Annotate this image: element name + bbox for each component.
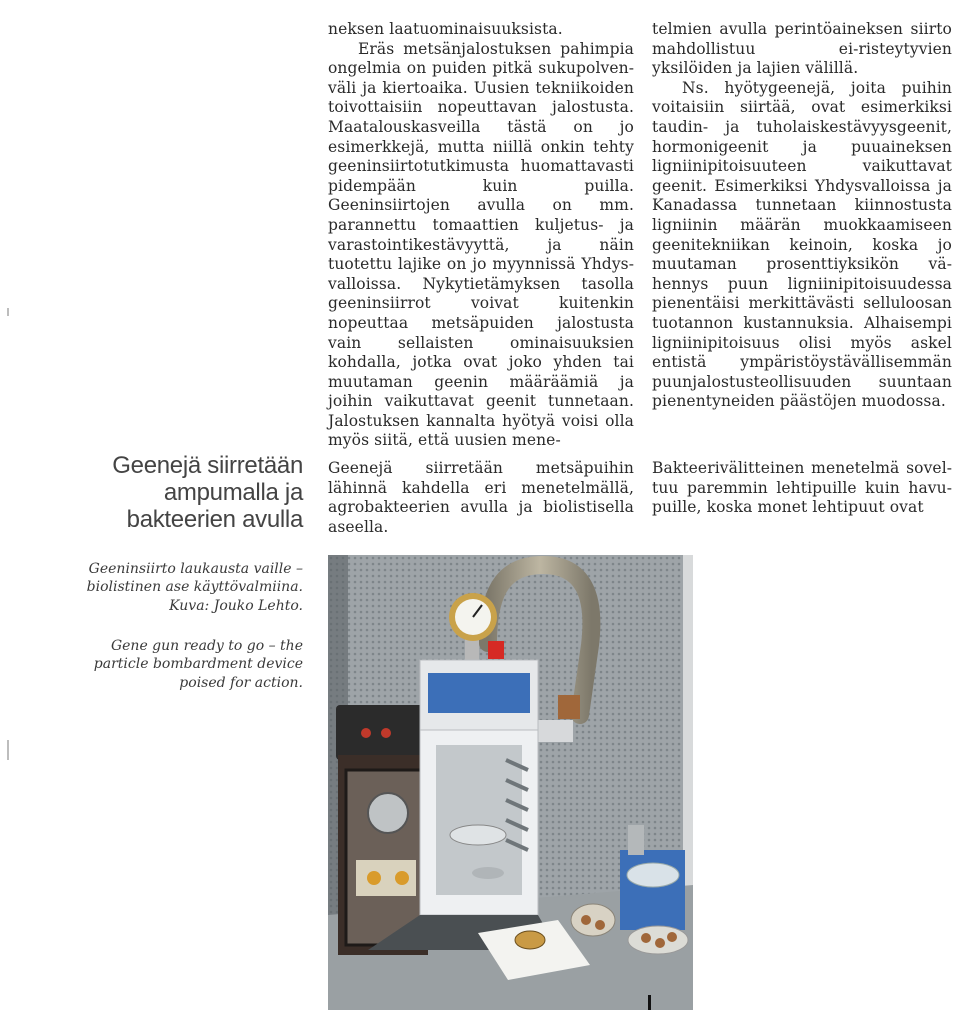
photo-caption-english: Gene gun ready to go – the particle bombardment device poised for action. xyxy=(93,638,303,691)
section-heading: Geenejä siirretään ampumalla ja bakteerien avulla xyxy=(112,452,303,533)
section-text-middle xyxy=(328,459,634,537)
paragraph: Geenejä siirretään metsäpuihin lähinnä kahdella eri menetelmällä, agrobakteerien avulla ja biolistisella aseella. xyxy=(328,459,634,536)
gene-gun-illustration xyxy=(328,555,693,1010)
target-dish xyxy=(450,825,506,845)
scan-edge-mark xyxy=(7,308,9,316)
brass-fitting xyxy=(515,931,545,949)
paragraph-continued: neksen laatuominaisuuksista. xyxy=(328,20,563,38)
paragraph-continued: telmien avulla perintöaineksen siirto mahdollistuu ei-risteytyvien yksilöiden ja lajien välillä. xyxy=(652,20,952,78)
article-column-middle xyxy=(328,20,634,451)
scan-edge-mark xyxy=(7,740,9,760)
article-column-right xyxy=(652,20,952,412)
section-text-right xyxy=(652,459,952,518)
photo-caption-finnish: Geeninsiirto laukausta vaille – biolistinen ase käyttövalmiina. Kuva: Jouko Lehto. xyxy=(86,561,303,614)
paragraph: Ns. hyötygeenejä, joita puihin voitaisiin siirtää, ovat esimerkiksi taudin- ja tuholaiskestävyysgeenit, hormonigeenit ja puuaineksen ligniinipitoisuuteen vaikuttavat geenit. Esimerkiksi Yhdysvalloissa ja Kanadassa tunnetaan kiinnostusta ligniinin määrän muokkaamiseen geenitekniikan keinoin, koska jo muutaman prosenttiyksikön vähennys puun ligniinipitoisuudessa pienentäisi merkittävästi selluloosan tuotannon kustannuksia. Alhaisempi ligniinipitoisuus olisi myös askel entistä ympäristöystävällisemmän puunjalostusteollisuuden suuntaan pienentyneiden päästöjen muodossa. xyxy=(652,78,952,411)
device-label-panel xyxy=(428,673,530,713)
control-unit xyxy=(336,705,426,760)
gene-gun-photo xyxy=(328,555,693,1010)
paragraph: Eräs metsänjalostuksen pahimpia ongelmia on puiden pitkä sukupolvenväli ja kiertoaika. Uusien tekniikoiden toivottaisiin nopeuttavan jalostusta. Maatalouskasveilla tästä on jo esimerkkejä, mutta niillä onkin tehty geeninsiirtotutkimusta huomattavasti pidempään kuin puilla. Geeninsiirtojen avulla on mm. parannettu tomaattien kuljetus- ja varastointikestävyyttä, ja näin tuotettu lajike on jo myynnissä Yhdysvalloissa. Nykytietämyksen tasolla geeninsiirrot voivat kuitenkin nopeuttaa metsäpuiden jalostusta vain sellaisten ominaisuuksien kohdalla, jotka ovat joko yhden tai muutaman geenin määräämiä ja joihin vaikuttavat geenit tunnetaan. Jalostuksen kannalta hyötyä voisi olla myös siitä, että uusien mene- xyxy=(328,39,634,450)
blue-block xyxy=(620,850,685,930)
cabinet-gauge xyxy=(368,793,408,833)
paragraph: Bakteerivälitteinen menetelmä soveltuu paremmin lehtipuille kuin havupuille, koska monet lehtipuut ovat xyxy=(652,459,952,517)
